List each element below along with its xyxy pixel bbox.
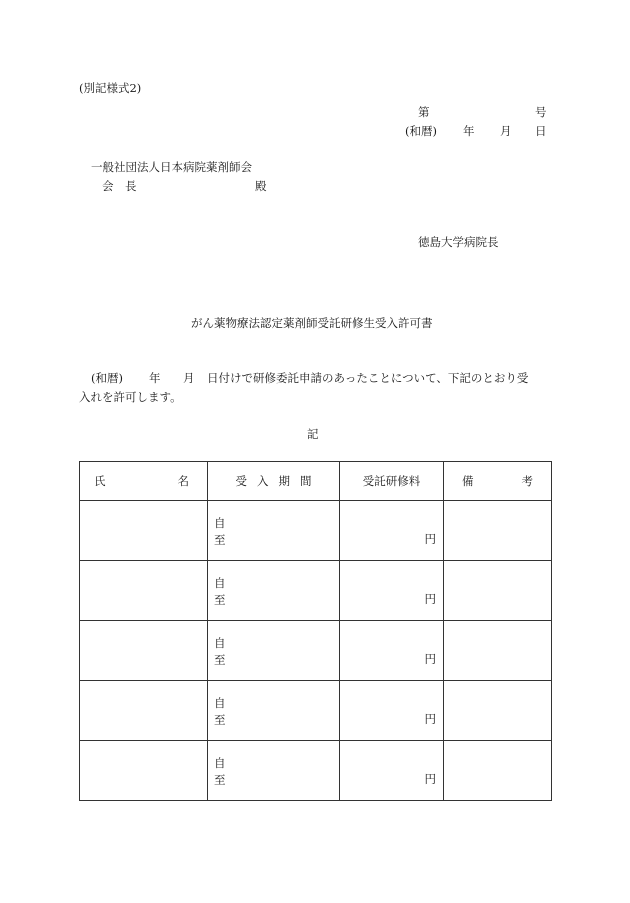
date-era: (和暦) [405,124,437,138]
name-cell[interactable] [80,621,208,681]
header-period-char: 間 [300,474,312,488]
period-from: 自 [214,516,226,530]
header-period-char: 受 [235,474,247,488]
yen-unit: 円 [424,652,436,666]
period-to: 至 [214,713,226,727]
table-row [80,561,552,621]
header-fee [340,462,444,501]
period-cell[interactable] [208,741,340,801]
name-cell[interactable] [80,501,208,561]
date-year: 年 [463,124,475,138]
remarks-cell[interactable] [444,501,552,561]
period-from: 自 [214,756,226,770]
period-cell[interactable] [208,561,340,621]
period-to: 至 [214,773,226,787]
table-row [80,741,552,801]
remarks-cell[interactable] [444,741,552,801]
name-cell[interactable] [80,561,208,621]
body-month: 月 [183,371,195,385]
body-line2: 入れを許可します。 [79,390,182,404]
period-from: 自 [214,576,226,590]
header-fee-label: 受託研修料 [362,474,421,488]
period-from: 自 [214,636,226,650]
remarks-cell[interactable] [444,621,552,681]
table-row [80,681,552,741]
header-name-char: 氏 [94,474,106,488]
header-remarks-char: 備 [462,474,474,488]
fee-cell[interactable] [340,561,444,621]
period-to: 至 [214,593,226,607]
document-title: がん薬物療法認定薬剤師受託研修生受入許可書 [191,316,433,330]
fee-cell[interactable] [340,681,444,741]
addressee-org: 一般社団法人日本病院薬剤師会 [91,160,252,174]
name-cell[interactable] [80,681,208,741]
addressee-title: 会 長 [102,179,137,193]
period-cell[interactable] [208,501,340,561]
header-remarks-char: 考 [521,474,533,488]
number-suffix: 号 [535,105,547,119]
sender: 徳島大学病院長 [418,235,499,249]
table-row [80,621,552,681]
yen-unit: 円 [424,772,436,786]
permission-table [79,461,552,801]
header-name [80,462,208,501]
name-cell[interactable] [80,741,208,801]
header-period-char: 入 [257,474,269,488]
table-row [80,501,552,561]
header-name-char: 名 [177,474,189,488]
fee-cell[interactable] [340,621,444,681]
remarks-cell[interactable] [444,681,552,741]
remarks-cell[interactable] [444,561,552,621]
addressee-honorific: 殿 [255,179,267,193]
yen-unit: 円 [424,532,436,546]
date-month: 月 [500,124,512,138]
table-header-row [80,462,552,501]
ki-heading: 記 [307,427,319,441]
form-label: (別記様式2) [79,81,142,95]
period-cell[interactable] [208,681,340,741]
period-to: 至 [214,653,226,667]
body-year: 年 [149,371,161,385]
yen-unit: 円 [424,592,436,606]
yen-unit: 円 [424,712,436,726]
header-remarks [444,462,552,501]
period-cell[interactable] [208,621,340,681]
fee-cell[interactable] [340,741,444,801]
date-day: 日 [535,124,547,138]
body-line1: 日付けで研修委託申請のあったことについて、下記のとおり受 [207,371,529,385]
body-era: (和暦) [91,371,123,385]
header-period [208,462,340,501]
period-from: 自 [214,696,226,710]
period-to: 至 [214,533,226,547]
header-period-char: 期 [278,474,290,488]
number-prefix: 第 [418,105,430,119]
fee-cell[interactable] [340,501,444,561]
